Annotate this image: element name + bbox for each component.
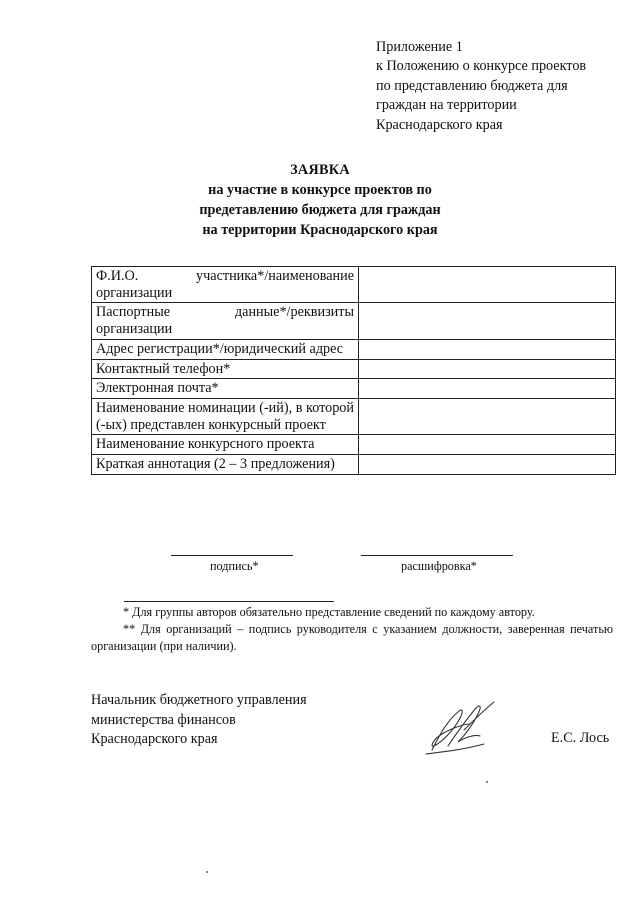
form-label: Электронная почта* [92,379,359,399]
handwritten-signature [418,694,508,763]
form-label: Краткая аннотация (2 – 3 предложения) [92,455,359,475]
signer-name: Е.С. Лось [551,730,610,746]
form-value-field[interactable] [359,359,616,379]
form-row-participant-name [92,267,616,303]
document-heading [0,160,640,240]
form-label: Наименование номинации (-ий), в которой (-ых) представлен конкурсный проект [92,398,359,434]
form-value-field[interactable] [359,455,616,475]
form-value-field[interactable] [359,303,616,339]
form-value-field[interactable] [359,339,616,359]
footnotes [91,604,613,655]
footnote-rule [124,601,334,602]
form-label: Ф.И.О. участника*/наименование организации [92,267,359,303]
appendix-line: к Положению о конкурсе проектов [376,58,587,75]
form-row-annotation [92,455,616,475]
footnote: * Для группы авторов обязательно представление сведений по каждому автору. [123,605,535,619]
signer-position [91,691,307,750]
form-label: Наименование конкурсного проекта [92,435,359,455]
signer-position-line: министерства финансов [91,711,236,728]
form-row-phone [92,359,616,379]
form-value-field[interactable] [359,267,616,303]
application-form-table [91,266,616,475]
appendix-line: граждан на территории [376,97,517,114]
form-row-address [92,339,616,359]
footnote: ** Для организаций – подпись руководителя с указанием должности, заверенная печатью организации (при наличии). [91,622,613,653]
appendix-line: Приложение 1 [376,39,463,55]
appendix-line: Краснодарского края [376,116,503,133]
signature-line[interactable] [171,555,293,556]
form-row-email [92,379,616,399]
transcript-line[interactable] [361,555,513,556]
form-row-nomination [92,398,616,434]
signer-position-line: Начальник бюджетного управления [91,692,307,708]
form-value-field[interactable] [359,398,616,434]
form-label: Паспортные данные*/реквизиты организации [92,303,359,339]
form-label: Контактный телефон* [92,359,359,379]
form-label: Адрес регистрации*/юридический адрес [92,339,359,359]
appendix-note [376,38,626,135]
form-value-field[interactable] [359,379,616,399]
form-row-project-name [92,435,616,455]
document-subtitle-line: на участие в конкурсе проектов по [208,182,432,198]
scan-speck [206,871,208,873]
signer-position-line: Краснодарского края [91,731,218,748]
document-subtitle-line: на территории Краснодарского края [202,222,438,238]
document-subtitle-line: предетавлению бюджета для граждан [199,202,441,218]
form-value-field[interactable] [359,435,616,455]
form-row-passport [92,303,616,339]
document-title: ЗАЯВКА [290,162,350,178]
scan-speck [486,781,488,783]
appendix-line: по представлению бюджета для [376,77,568,94]
transcript-label: расшифровка* [401,559,477,573]
signature-label: подпись* [210,559,259,573]
